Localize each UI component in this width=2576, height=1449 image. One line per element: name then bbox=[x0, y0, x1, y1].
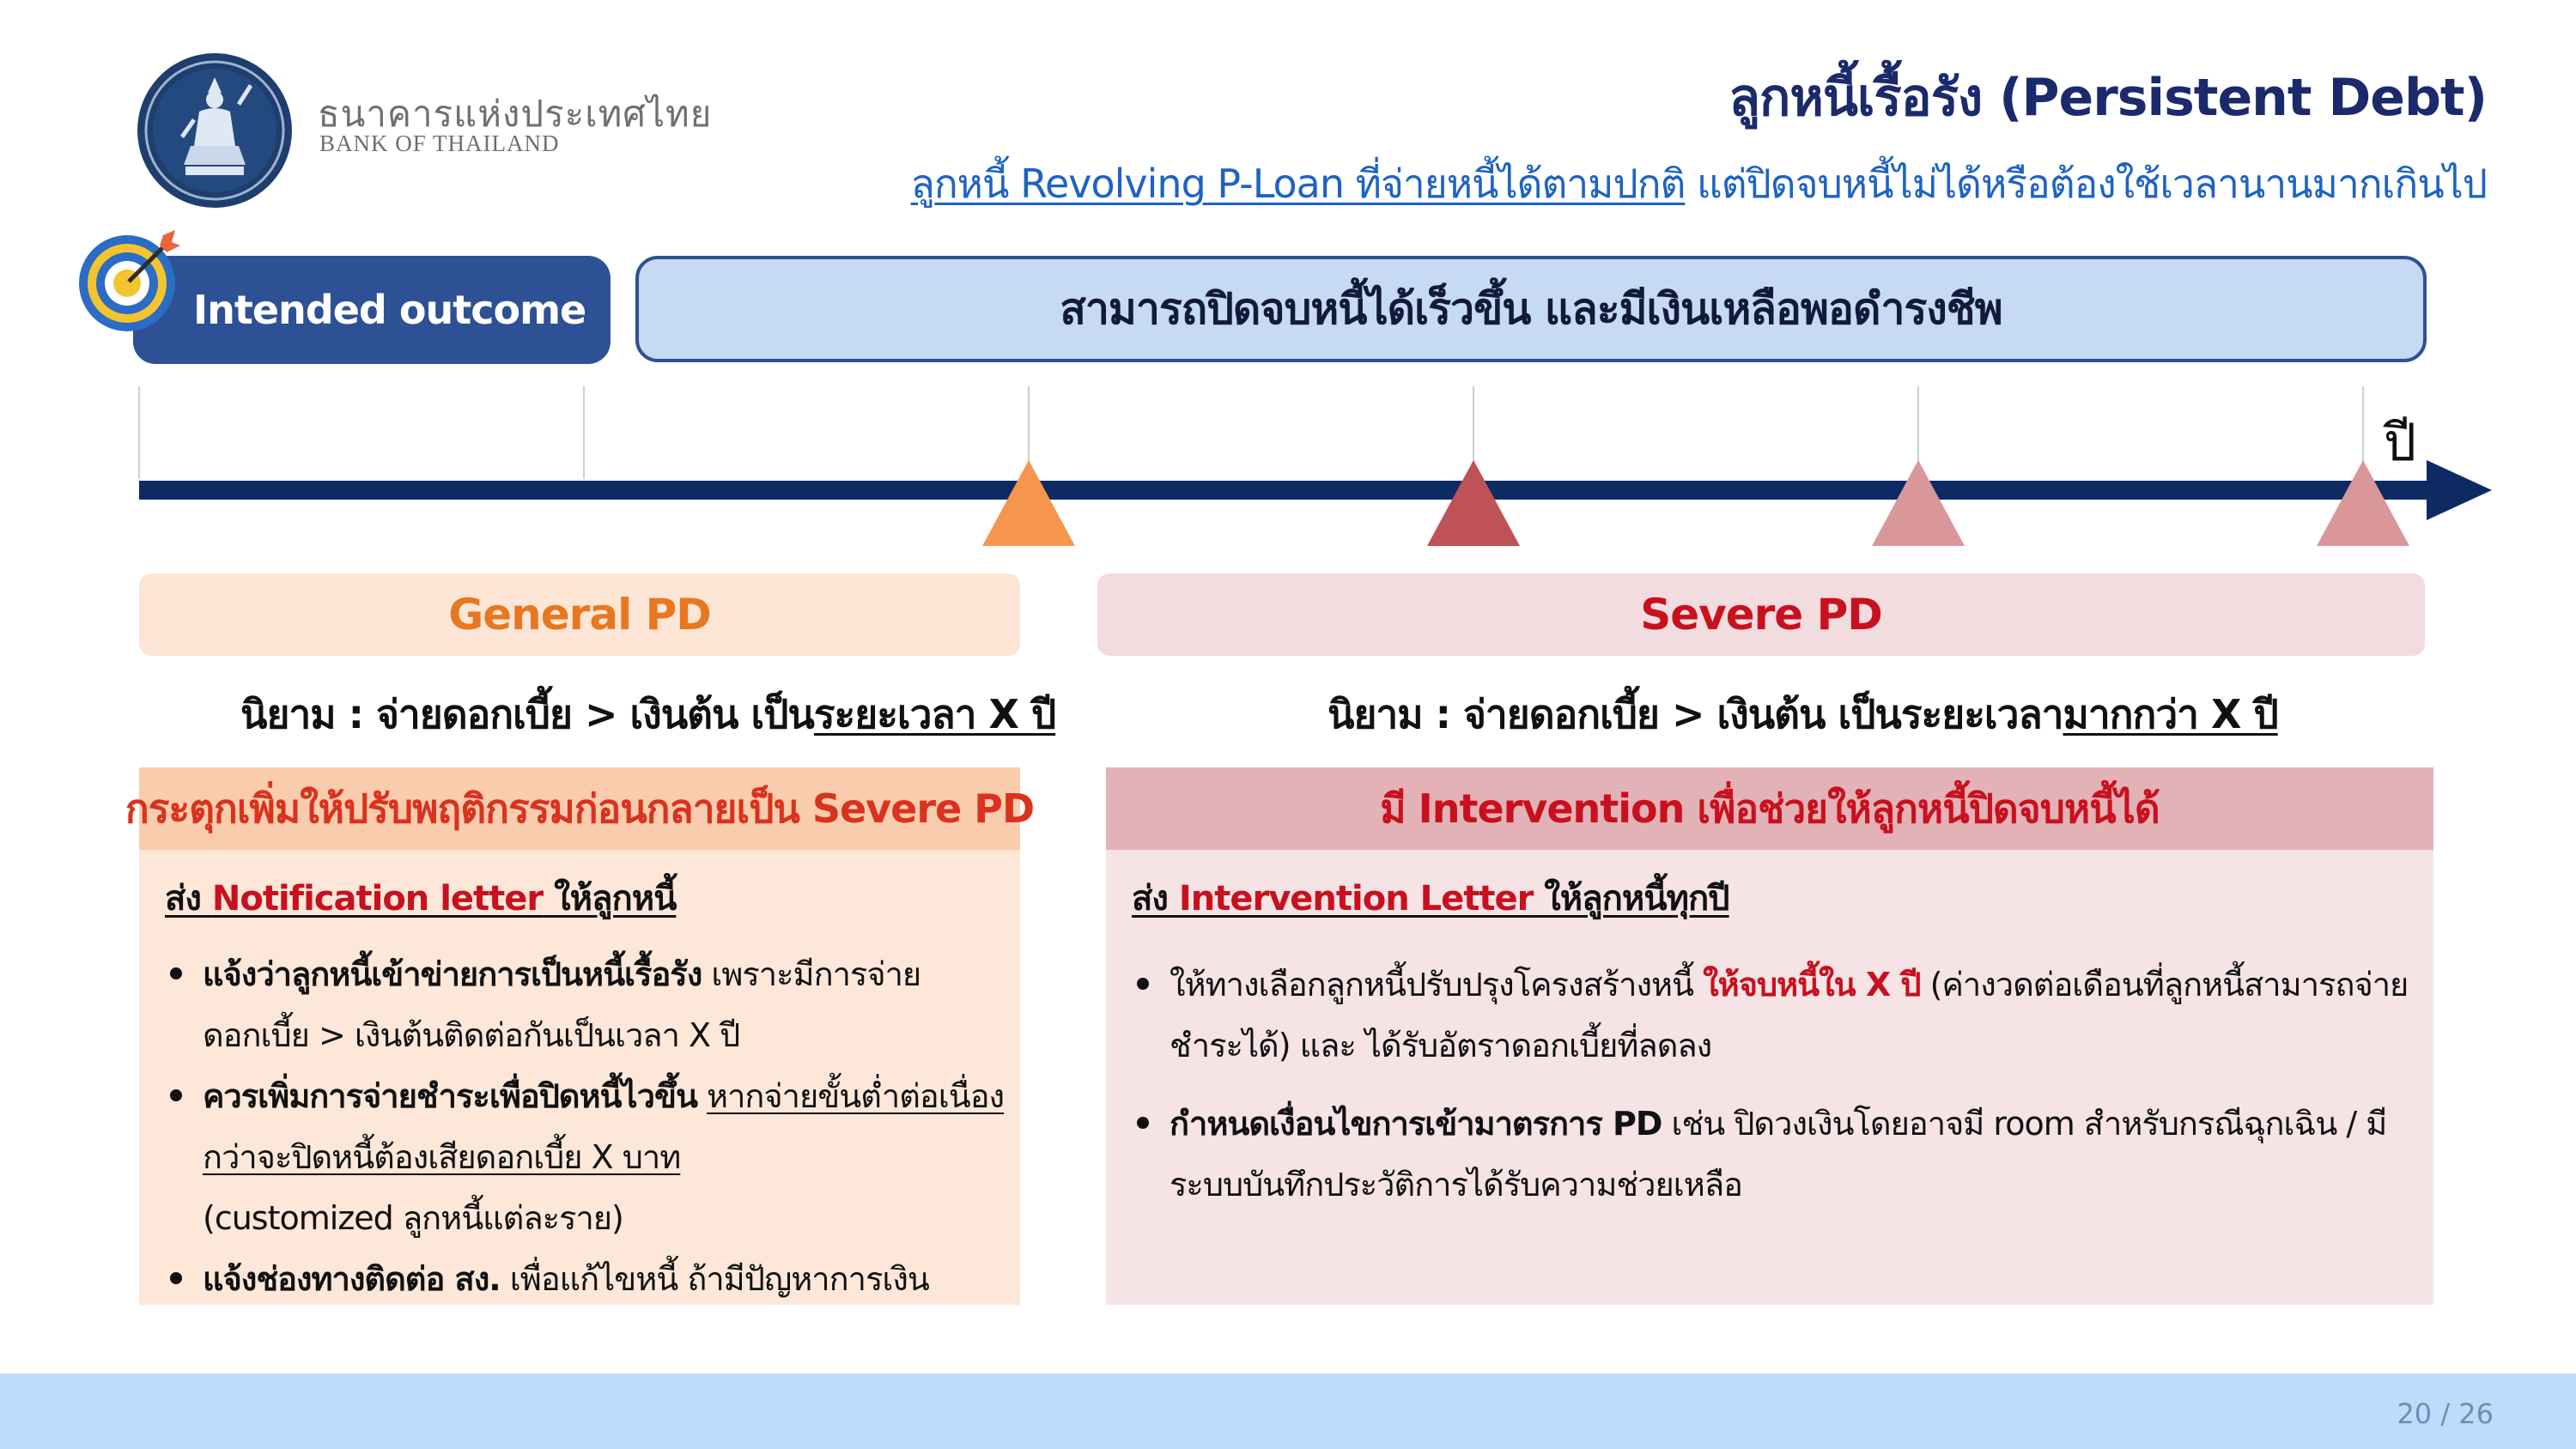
severe-pd-panel-heading: มี Intervention เพื่อช่วยให้ลูกหนี้ปิดจบหนี้ได้ bbox=[1106, 767, 2433, 850]
bullet-text: ให้ทางเลือกลูกหนี้ปรับปรุงโครงสร้างหนี้ bbox=[1170, 966, 1704, 1003]
target-icon bbox=[74, 223, 187, 336]
general-pd-bullets bbox=[165, 944, 1020, 1310]
general-pd-definition-underlined: ระยะเวลา X ปี bbox=[813, 691, 1056, 737]
page-number: 20 / 26 bbox=[2397, 1397, 2494, 1430]
bullet-bold: แจ้งช่องทางติดต่อ สง. bbox=[203, 1260, 501, 1298]
general-pd-panel bbox=[139, 850, 1020, 1305]
bullet-bold: แจ้งว่าลูกหนี้เข้าข่ายการเป็นหนี้เรื้อรัง bbox=[203, 955, 702, 993]
bullet-text: เพื่อแก้ไขหนี้ ถ้ามีปัญหาการเงิน bbox=[500, 1260, 929, 1298]
intended-outcome-label: Intended outcome bbox=[193, 287, 586, 333]
intervention-letter-label: Intervention Letter bbox=[1178, 879, 1534, 919]
severe-pd-definition bbox=[1327, 683, 2278, 746]
bullet-text: (ค่างวดต่อเดือนที่ลูกหนี้สามารถจ่ายชำระได้) และ ได้รับอัตราดอกเบี้ยที่ลดลง bbox=[1170, 966, 2409, 1064]
timeline-axis-label: ปี bbox=[2384, 413, 2417, 473]
footer-bar bbox=[0, 1373, 2576, 1449]
panel-title-prefix: ส่ง bbox=[165, 879, 212, 919]
page-subtitle bbox=[911, 153, 2487, 215]
severe-pd-definition-underlined: มากกว่า X ปี bbox=[2063, 691, 2278, 737]
bullet-text: เพราะมีการจ่ายดอกเบี้ย > เงินต้นติดต่อกันเป็นเวลา X ปี bbox=[203, 955, 921, 1054]
timeline-chart bbox=[129, 386, 2499, 558]
org-name-thai: ธนาคารแห่งประเทศไทย bbox=[318, 93, 713, 135]
bullet-bold: กำหนดเงื่อนไขการเข้ามาตรการ PD bbox=[1170, 1105, 1662, 1143]
general-pd-panel-heading: กระตุกเพิ่มให้ปรับพฤติกรรมก่อนกลายเป็น Severe PD bbox=[139, 767, 1020, 850]
severe-pd-marker-2 bbox=[1872, 460, 1965, 546]
bullet-text: (customized ลูกหนี้แต่ละราย) bbox=[203, 1199, 623, 1237]
notification-letter-label: Notification letter bbox=[211, 879, 544, 919]
subtitle-rest: แต่ปิดจบหนี้ไม่ได้หรือต้องใช้เวลานานมากเกินไป bbox=[1685, 161, 2487, 207]
bullet-highlight: ให้จบหนี้ใน X ปี bbox=[1703, 966, 1921, 1003]
severe-pd-marker-1 bbox=[1427, 460, 1520, 546]
severe-pd-heading: Severe PD bbox=[1097, 573, 2425, 656]
org-name-english: BANK OF THAILAND bbox=[319, 130, 560, 156]
page-title: ลูกหนี้เรื้อรัง (Persistent Debt) bbox=[1728, 68, 2487, 128]
panel-title-prefix: ส่ง bbox=[1132, 879, 1179, 919]
intended-outcome-tag bbox=[133, 256, 611, 364]
list-item bbox=[1132, 955, 2433, 1076]
severe-pd-panel bbox=[1106, 850, 2433, 1305]
intended-outcome-text: สามารถปิดจบหนี้ได้เร็วขึ้น และมีเงินเหลือพอดำรงชีพ bbox=[635, 256, 2427, 362]
bullet-text: เช่น ปิดวงเงินโดยอาจมี room สำหรับกรณีฉุกเฉิน / มีระบบบันทึกประวัติการได้รับความช่วยเหลือ bbox=[1170, 1105, 2387, 1203]
panel-title-suffix: ให้ลูกหนี้ทุกปี bbox=[1533, 879, 1729, 919]
bullet-underlined: หากจ่ายขั้นต่ำต่อเนื่องกว่าจะปิดหนี้ต้องเสียดอกเบี้ย X บาท bbox=[203, 1077, 1005, 1176]
general-pd-heading: General PD bbox=[139, 573, 1020, 656]
severe-pd-definition-prefix: นิยาม : จ่ายดอกเบี้ย > เงินต้น เป็นระยะเวลา bbox=[1327, 691, 2063, 737]
general-pd-definition-prefix: นิยาม : จ่ายดอกเบี้ย > เงินต้น เป็น bbox=[240, 691, 814, 737]
severe-pd-panel-title bbox=[1132, 870, 2433, 925]
subtitle-underlined: ลูกหนี้ Revolving P-Loan ที่จ่ายหนี้ได้ตามปกติ bbox=[910, 161, 1686, 207]
timeline-arrowhead bbox=[2427, 460, 2492, 520]
general-pd-panel-title bbox=[165, 870, 1020, 925]
timeline-axis bbox=[139, 481, 2430, 500]
bullet-bold: ควรเพิ่มการจ่ายชำระเพื่อปิดหนี้ไวขึ้น bbox=[203, 1077, 697, 1115]
list-item bbox=[1132, 1094, 2433, 1216]
list-item bbox=[165, 1066, 1020, 1249]
panel-title-suffix: ให้ลูกหนี้ bbox=[543, 879, 677, 919]
general-pd-definition bbox=[240, 683, 1055, 746]
severe-pd-bullets bbox=[1132, 955, 2433, 1216]
list-item bbox=[165, 1249, 1020, 1310]
bank-of-thailand-logo-icon bbox=[136, 52, 294, 209]
list-item bbox=[165, 944, 1020, 1066]
general-pd-marker bbox=[982, 460, 1075, 546]
